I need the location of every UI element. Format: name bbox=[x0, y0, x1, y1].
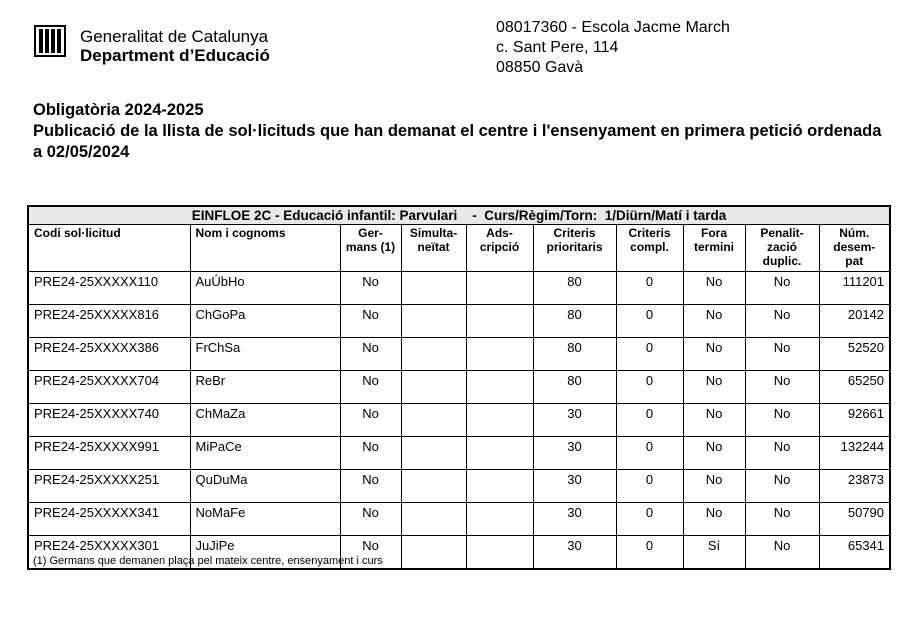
table-cell: No bbox=[340, 536, 401, 570]
table-cell bbox=[466, 503, 533, 536]
table-row bbox=[28, 503, 890, 536]
column-header: Criteris compl. bbox=[616, 225, 683, 272]
table-cell: No bbox=[340, 503, 401, 536]
table-cell bbox=[466, 305, 533, 338]
table-cell: 0 bbox=[616, 371, 683, 404]
table-row bbox=[28, 338, 890, 371]
table-cell: No bbox=[745, 536, 819, 570]
table-row bbox=[28, 404, 890, 437]
table-cell: No bbox=[340, 437, 401, 470]
table-cell: 0 bbox=[616, 338, 683, 371]
column-header: Penalit-zació duplic. bbox=[745, 225, 819, 272]
table-cell: 30 bbox=[533, 470, 616, 503]
table-cell: 30 bbox=[533, 503, 616, 536]
table-cell bbox=[401, 371, 466, 404]
column-header: Simulta-neïtat bbox=[401, 225, 466, 272]
table-cell bbox=[466, 404, 533, 437]
table-row bbox=[28, 272, 890, 305]
table-cell: No bbox=[745, 503, 819, 536]
table-cell: No bbox=[745, 470, 819, 503]
table-cell: 0 bbox=[616, 437, 683, 470]
table-cell: No bbox=[683, 338, 745, 371]
table-cell bbox=[466, 536, 533, 570]
table-cell: No bbox=[683, 404, 745, 437]
school-name: 08017360 - Escola Jacme March bbox=[496, 19, 730, 36]
table-cell: No bbox=[745, 338, 819, 371]
table-cell: 50790 bbox=[819, 503, 890, 536]
table-cell: QuDuMa bbox=[190, 470, 340, 503]
table-cell: 0 bbox=[616, 536, 683, 570]
table-row bbox=[28, 305, 890, 338]
table-cell: No bbox=[683, 371, 745, 404]
table-cell: 80 bbox=[533, 305, 616, 338]
table-cell bbox=[401, 338, 466, 371]
table-cell: PRE24-25XXXXX991 bbox=[28, 437, 190, 470]
table-cell: 30 bbox=[533, 404, 616, 437]
column-header: Nom i cognoms bbox=[190, 225, 340, 272]
page-title bbox=[33, 100, 883, 163]
applications-table bbox=[27, 205, 891, 570]
table-cell: 0 bbox=[616, 470, 683, 503]
table-cell: PRE24-25XXXXX386 bbox=[28, 338, 190, 371]
title-description: Publicació de la llista de sol·licituds que han demanat el centre i l'ensenyament en primera petició ordenada a 02/05/2024 bbox=[33, 122, 882, 161]
column-header: Criteris prioritaris bbox=[533, 225, 616, 272]
table-row bbox=[28, 437, 890, 470]
table-cell: Sí bbox=[683, 536, 745, 570]
table-cell: PRE24-25XXXXX301 bbox=[28, 536, 190, 570]
table-cell: 20142 bbox=[819, 305, 890, 338]
table-cell: PRE24-25XXXXX816 bbox=[28, 305, 190, 338]
table-cell bbox=[401, 437, 466, 470]
table-cell bbox=[401, 404, 466, 437]
table-cell: PRE24-25XXXXX740 bbox=[28, 404, 190, 437]
table-cell: FrChSa bbox=[190, 338, 340, 371]
generalitat-logo-icon bbox=[34, 25, 66, 57]
table-cell: No bbox=[745, 437, 819, 470]
table-cell: No bbox=[745, 404, 819, 437]
table-cell bbox=[401, 503, 466, 536]
table-cell: 111201 bbox=[819, 272, 890, 305]
table-cell: PRE24-25XXXXX341 bbox=[28, 503, 190, 536]
table-cell bbox=[466, 437, 533, 470]
school-city: 08850 Gavà bbox=[496, 59, 584, 76]
table-cell bbox=[401, 470, 466, 503]
table-cell: No bbox=[340, 305, 401, 338]
table-cell: 52520 bbox=[819, 338, 890, 371]
table-cell: AuÚbHo bbox=[190, 272, 340, 305]
table-cell bbox=[466, 371, 533, 404]
org-name: Generalitat de Catalunya bbox=[80, 27, 269, 46]
table-cell: No bbox=[683, 305, 745, 338]
title-year: Obligatòria 2024-2025 bbox=[33, 101, 204, 119]
table-cell: 0 bbox=[616, 272, 683, 305]
column-header: Ads-cripció bbox=[466, 225, 533, 272]
table-cell: No bbox=[745, 371, 819, 404]
table-cell: 0 bbox=[616, 503, 683, 536]
school-address: c. Sant Pere, 114 bbox=[496, 39, 619, 56]
table-cell: 92661 bbox=[819, 404, 890, 437]
table-cell: 30 bbox=[533, 536, 616, 570]
table-cell: No bbox=[683, 503, 745, 536]
table-cell bbox=[466, 338, 533, 371]
table-band-title: EINFLOE 2C - Educació infantil: Parvulari - Curs/Règim/Torn: 1/Diürn/Matí i tarda bbox=[28, 206, 890, 225]
organization bbox=[80, 27, 270, 65]
table-cell: ChMaZa bbox=[190, 404, 340, 437]
column-header: Codi sol·licitud bbox=[28, 225, 190, 272]
table-cell: PRE24-25XXXXX704 bbox=[28, 371, 190, 404]
table-cell: ChGoPa bbox=[190, 305, 340, 338]
table-cell bbox=[466, 272, 533, 305]
table-cell: 0 bbox=[616, 404, 683, 437]
column-header: Núm. desem-pat bbox=[819, 225, 890, 272]
table-cell: No bbox=[683, 272, 745, 305]
table-cell: No bbox=[340, 470, 401, 503]
table-cell: PRE24-25XXXXX251 bbox=[28, 470, 190, 503]
table-cell bbox=[401, 305, 466, 338]
table-row bbox=[28, 470, 890, 503]
table-cell: 132244 bbox=[819, 437, 890, 470]
table-cell bbox=[466, 470, 533, 503]
table-cell: No bbox=[683, 437, 745, 470]
table-cell: 0 bbox=[616, 305, 683, 338]
table-cell: MiPaCe bbox=[190, 437, 340, 470]
school-info bbox=[496, 18, 730, 78]
column-header: Ger-mans (1) bbox=[340, 225, 401, 272]
table-cell: 80 bbox=[533, 371, 616, 404]
table-cell bbox=[401, 272, 466, 305]
table-cell bbox=[401, 536, 466, 570]
table-cell: No bbox=[683, 470, 745, 503]
table-cell: No bbox=[340, 371, 401, 404]
table-cell: 80 bbox=[533, 338, 616, 371]
table-cell: 65250 bbox=[819, 371, 890, 404]
table-cell: No bbox=[745, 272, 819, 305]
table-row bbox=[28, 371, 890, 404]
table-cell: No bbox=[340, 272, 401, 305]
table-cell: 80 bbox=[533, 272, 616, 305]
table-cell: NoMaFe bbox=[190, 503, 340, 536]
table-cell: ReBr bbox=[190, 371, 340, 404]
table-cell: JuJiPe bbox=[190, 536, 340, 570]
table-cell: PRE24-25XXXXX110 bbox=[28, 272, 190, 305]
column-header: Fora termini bbox=[683, 225, 745, 272]
table-cell: 30 bbox=[533, 437, 616, 470]
department-name: Department d’Educació bbox=[80, 46, 270, 65]
table-cell: 65341 bbox=[819, 536, 890, 570]
table-cell: 23873 bbox=[819, 470, 890, 503]
footnote: (1) Germans que demanen plaça pel mateix centre, ensenyament i curs bbox=[33, 555, 383, 567]
table-cell: No bbox=[340, 338, 401, 371]
table-cell: No bbox=[745, 305, 819, 338]
table-cell: No bbox=[340, 404, 401, 437]
